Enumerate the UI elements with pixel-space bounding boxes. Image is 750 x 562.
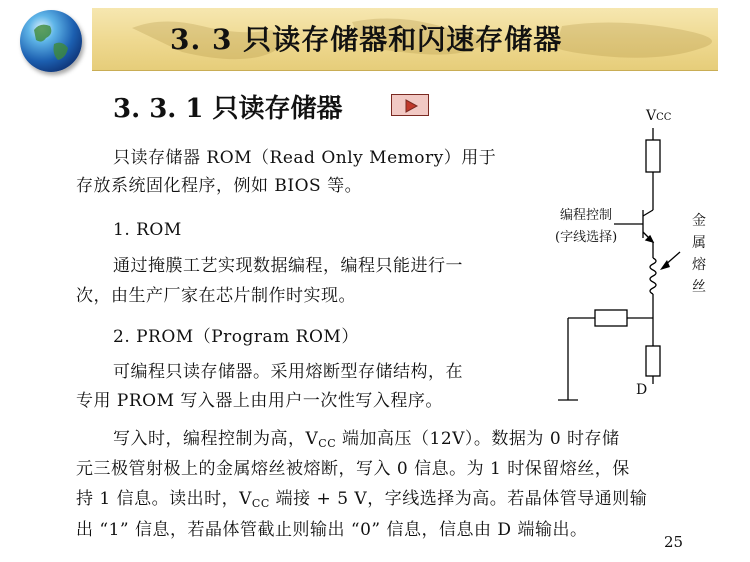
section-title: 3. 3. 1 只读存储器 (113, 94, 343, 124)
prog-control-label: 编程控制 (560, 208, 613, 223)
banner-title: 3. 3 只读存储器和闪速存储器 (170, 23, 563, 56)
fuse-label-char-2: 属 (692, 235, 706, 251)
fuse-label-char-3: 熔 (692, 257, 706, 273)
rom-line-1: 通过掩膜工艺实现数据编程，编程只能进行一 (113, 256, 463, 276)
vcc-sub: CC (656, 112, 672, 123)
vcc-main: V (646, 108, 657, 124)
d-terminal-label: D (636, 382, 648, 398)
write-line-4: 出 “1” 信息，若晶体管截止则输出 “0” 信息，信息由 D 端输出。 (76, 520, 588, 540)
write-line-1a: 写入时，编程控制为高，V (113, 429, 319, 449)
vcc-subscript: CC (318, 437, 337, 450)
write-line-3 (76, 485, 647, 518)
fuse-label-char-4: 丝 (692, 279, 706, 295)
prom-heading: 2. PROM（Program ROM） (113, 327, 359, 347)
intro-line-2: 存放系统固化程序，例如 BIOS 等。 (76, 176, 363, 196)
fuse-label-char-1: 金 (692, 213, 706, 229)
vcc-subscript: CC (251, 497, 270, 510)
vcc-label (646, 108, 671, 124)
prom-line-2: 专用 PROM 写入器上由用户一次性写入程序。 (76, 391, 443, 411)
write-line-3b: 端接 + 5 V，字线选择为高。若晶体管导通则输 (269, 489, 648, 509)
fuse-cell-diagram (540, 100, 730, 410)
write-line-3a: 持 1 信息。读出时，V (76, 489, 252, 509)
rom-heading: 1. ROM (113, 220, 182, 240)
write-line-1b: 端加高压（12V）。数据为 0 时存储 (336, 429, 620, 449)
play-button[interactable] (391, 94, 429, 116)
title-banner (0, 0, 750, 78)
intro-line-1: 只读存储器 ROM（Read Only Memory）用于 (113, 148, 497, 168)
prom-line-1: 可编程只读存储器。采用熔断型存储结构，在 (113, 362, 463, 382)
word-select-label: (字线选择) (555, 230, 618, 245)
play-icon (392, 95, 430, 117)
write-line-2: 元三极管射极上的金属熔丝被熔断，写入 0 信息。为 1 时保留熔丝，保 (76, 459, 630, 479)
page-number: 25 (664, 533, 684, 551)
write-line-1 (113, 425, 620, 458)
globe-land-decoration (20, 10, 82, 72)
rom-line-2: 次，由生产厂家在芯片制作时实现。 (76, 286, 356, 306)
